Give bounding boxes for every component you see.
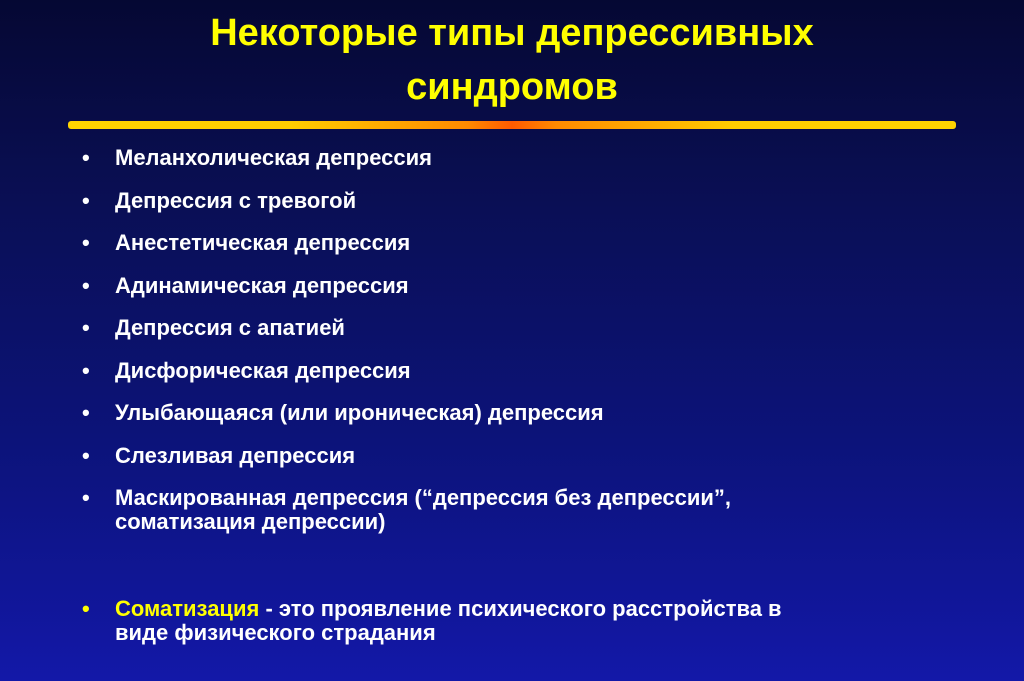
list-item-text: Депрессия с тревогой — [115, 187, 357, 213]
list-item-text: Улыбающаяся (или ироническая) депрессия — [115, 400, 604, 425]
list-item-text-line-1: Маскированная депрессия (“депрессия без депрессии”, — [115, 485, 732, 510]
bullet-dot: • — [82, 187, 90, 213]
definition-term: Соматизация — [115, 596, 260, 621]
bullet-dot: • — [82, 315, 90, 340]
list-item-text: Дисфорическая депрессия — [115, 357, 411, 383]
bullet-dot: • — [82, 442, 90, 468]
definition-item — [82, 597, 962, 645]
bullet-dot: • — [82, 485, 90, 510]
slide-title-line-1: Некоторые типы депрессивных — [210, 12, 814, 54]
list-item — [82, 444, 962, 487]
list-item — [82, 189, 962, 232]
bullet-dot: • — [82, 272, 90, 298]
list-item — [82, 231, 962, 274]
bullet-dot: • — [82, 230, 90, 255]
bullet-dot: • — [82, 357, 90, 383]
bullet-dot: • — [82, 596, 90, 621]
list-item — [82, 146, 962, 189]
list-item — [82, 359, 962, 402]
list-item-text: Адинамическая депрессия — [115, 272, 409, 298]
title-underline — [68, 121, 956, 129]
list-item-text: Меланхолическая депрессия — [115, 145, 432, 170]
list-item-text: Анестетическая депрессия — [115, 230, 411, 255]
bullet-list — [82, 146, 962, 534]
definition-text-line-1: - это проявление психического расстройства в — [259, 596, 782, 621]
list-item — [82, 316, 962, 359]
slide-title-line-2: синдромов — [406, 66, 618, 108]
list-item — [82, 274, 962, 317]
list-item-text: Депрессия с апатией — [115, 315, 345, 340]
slide-title — [0, 6, 1024, 114]
bullet-dot: • — [82, 400, 90, 425]
list-item — [82, 401, 962, 444]
definition-text-line-2: виде физического страдания — [115, 620, 436, 645]
list-item-text: Слезливая депрессия — [115, 442, 356, 468]
list-item-masked-depression — [82, 486, 962, 534]
definition-list — [82, 597, 962, 645]
list-item-text-line-2: соматизация депрессии) — [115, 509, 386, 534]
bullet-dot: • — [82, 145, 90, 170]
